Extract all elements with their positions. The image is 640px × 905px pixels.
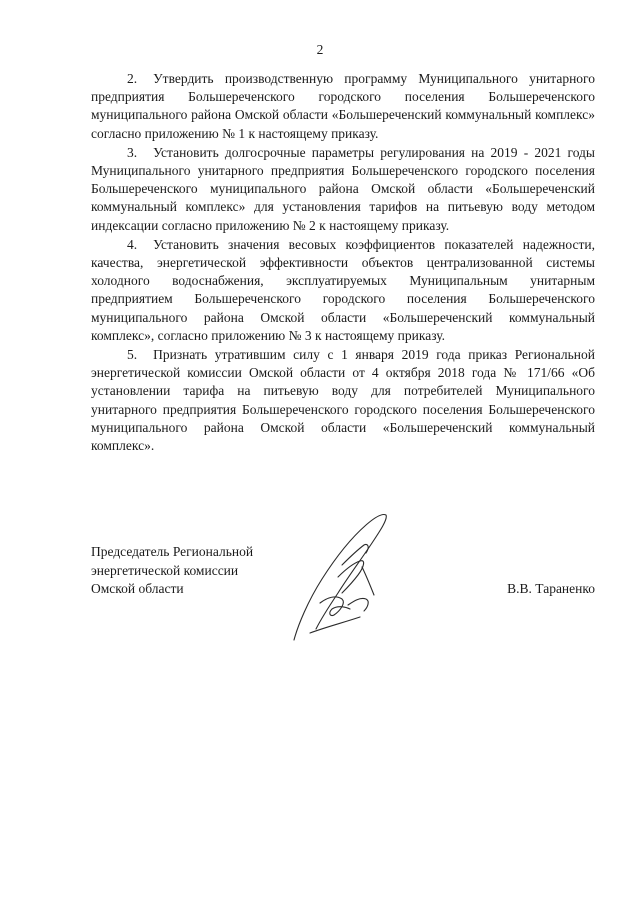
signatory-name: В.В. Тараненко	[507, 581, 595, 596]
signatory-title-line: Омской области	[91, 581, 184, 596]
paragraph-text: Признать утратившим силу с 1 января 2019 года приказ Региональной энергетической комиссии Омской области от 4 октября 2018 года № 171/66 «Об установлении тарифа на питьевую воду для потребителей Муниципального унитарного предприятия Большереченского городского поселения Большереченского муниципального района Омской области «Большереченский коммунальный комплекс».	[91, 347, 595, 454]
handwritten-signature-icon	[280, 505, 430, 650]
paragraph-text: Установить долгосрочные параметры регулирования на 2019 - 2021 годы Муниципального унитарного предприятия Большереченского городского поселения Большереченского муниципального района Омской области «Большереченский коммунальный комплекс» для установления тарифов на питьевую воду методом индексации согласно приложению № 2 к настоящему приказу.	[91, 144, 595, 233]
paragraph-number: 4.	[127, 236, 138, 252]
paragraph-text: Утвердить производственную программу Муниципального унитарного предприятия Большереченского городского поселения Большереченского муниципального района Омской области «Большереченский коммунальный комплекс» согласно приложению № 1 к настоящему приказу.	[91, 71, 595, 141]
document-body	[91, 70, 595, 455]
paragraph-3	[91, 144, 595, 235]
paragraph-4	[91, 236, 595, 345]
paragraph-2	[91, 70, 595, 143]
page-number: 2	[316, 42, 324, 57]
paragraph-5	[91, 346, 595, 455]
signatory-title-line: Председатель Региональной	[91, 544, 254, 559]
paragraph-number: 5.	[127, 347, 138, 363]
signatory-title-line: энергетической комиссии	[91, 562, 239, 578]
paragraph-text: Установить значения весовых коэффициентов показателей надежности, качества, энергетической эффективности объектов централизованной системы холодного водоснабжения, эксплуатируемых Муниципальным унитарным предприятием Большереченского городского поселения Большереченского муниципального района Омской области «Большереченский коммунальный комплекс», согласно приложению № 3 к настоящему приказу.	[91, 236, 595, 343]
paragraph-number: 2.	[127, 71, 138, 86]
paragraph-number: 3.	[127, 144, 138, 160]
signatory-title	[91, 543, 253, 599]
